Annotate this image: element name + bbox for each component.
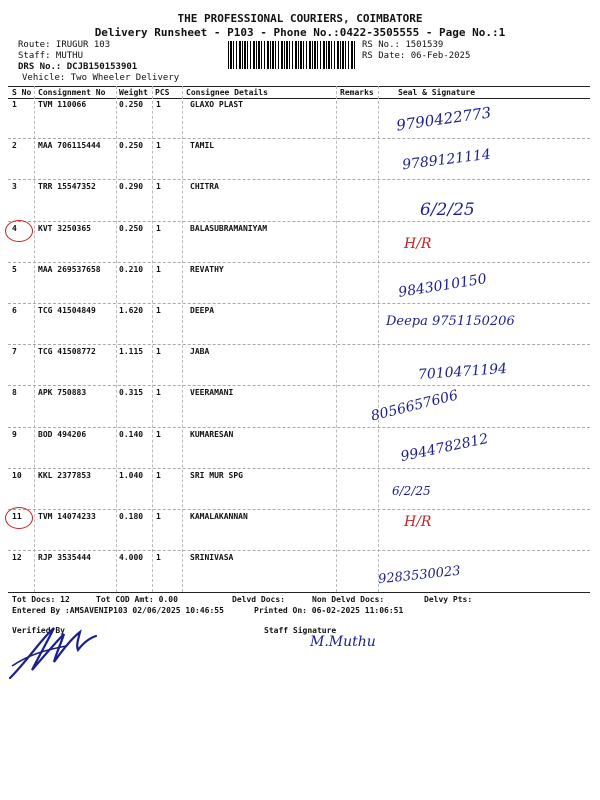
cell-sno: 7 bbox=[12, 347, 17, 357]
col-header-seal: Seal & Signature bbox=[398, 88, 476, 97]
signature-row-11: H/R bbox=[404, 514, 432, 530]
signature-row-9: 9944782812 bbox=[399, 430, 490, 466]
runsheet-subtitle: Delivery Runsheet - P103 - Phone No.:0422-3505555 - Page No.:1 bbox=[94, 26, 506, 39]
staff-signature: M.Muthu bbox=[310, 634, 376, 650]
cell-pcs: 1 bbox=[156, 223, 161, 233]
cell-consignee: SRI MUR SPG bbox=[190, 470, 243, 480]
cell-consignee: JABA bbox=[190, 347, 210, 357]
cell-weight: 0.250 bbox=[119, 100, 144, 109]
cell-sno: 2 bbox=[12, 141, 17, 151]
cell-sno: 1 bbox=[12, 100, 17, 109]
cell-weight: 1.040 bbox=[119, 470, 144, 480]
cell-pcs: 1 bbox=[156, 182, 161, 192]
rs-date-label: RS Date: 06-Feb-2025 bbox=[362, 51, 471, 61]
cell-weight: 0.250 bbox=[119, 223, 144, 233]
cell-sno: 10 bbox=[12, 470, 22, 480]
signature-row-5: 9843010150 bbox=[397, 271, 488, 301]
verifier-signature-scribble bbox=[6, 620, 106, 682]
cell-sno: 4 bbox=[12, 223, 17, 233]
row-divider bbox=[8, 138, 590, 139]
cell-consignee: VEERAMANI bbox=[190, 388, 234, 398]
cell-weight: 4.000 bbox=[119, 553, 144, 563]
cell-sno: 6 bbox=[12, 306, 17, 315]
cell-consignment-no: MAA 269537658 bbox=[38, 264, 101, 274]
cell-consignment-no: TRR 15547352 bbox=[38, 182, 96, 192]
row-divider bbox=[8, 550, 590, 551]
cell-weight: 0.290 bbox=[119, 182, 144, 192]
cell-consignee: DEEPA bbox=[190, 306, 215, 315]
cell-pcs: 1 bbox=[156, 512, 161, 521]
cell-weight: 0.140 bbox=[119, 429, 144, 439]
col-header-consignment: Consignment No bbox=[38, 88, 106, 97]
entered-by: Entered By :AMSAVENIP103 02/06/2025 10:46:55 bbox=[12, 606, 224, 615]
verified-by-label: Verified By bbox=[12, 626, 65, 635]
cell-consignee: BALASUBRAMANIYAM bbox=[190, 223, 268, 233]
signature-row-8: 8056657606 bbox=[369, 387, 460, 425]
signature-row-7: 7010471194 bbox=[417, 360, 508, 384]
tot-cod-amt: Tot COD Amt: 0.00 bbox=[96, 595, 178, 604]
cell-sno: 3 bbox=[12, 182, 17, 192]
red-circle-mark bbox=[5, 220, 33, 242]
cell-consignee: GLAXO PLAST bbox=[190, 100, 243, 109]
company-title: THE PROFESSIONAL COURIERS, COIMBATORE bbox=[177, 12, 423, 25]
cell-pcs: 1 bbox=[156, 388, 161, 398]
cell-weight: 1.115 bbox=[119, 347, 144, 357]
cell-consignment-no: KVT 3250365 bbox=[38, 223, 91, 233]
row-divider bbox=[8, 509, 590, 510]
delvy-pts: Delvy Pts: bbox=[424, 595, 473, 604]
cell-consignee: SRINIVASA bbox=[190, 553, 234, 563]
cell-consignment-no: BOD 494206 bbox=[38, 429, 87, 439]
cell-consignee: CHITRA bbox=[190, 182, 219, 192]
cell-weight: 0.210 bbox=[119, 264, 144, 274]
cell-consignee: REVATHY bbox=[190, 264, 224, 274]
row-divider bbox=[8, 262, 590, 263]
row-divider bbox=[8, 468, 590, 469]
cell-sno: 9 bbox=[12, 429, 17, 439]
cell-pcs: 1 bbox=[156, 100, 161, 109]
tot-docs: Tot Docs: 12 bbox=[12, 595, 70, 604]
cell-sno: 5 bbox=[12, 264, 17, 274]
col-header-pcs: PCS bbox=[155, 88, 170, 97]
cell-pcs: 1 bbox=[156, 470, 161, 480]
col-header-sno: S No bbox=[12, 88, 32, 97]
row-divider bbox=[8, 221, 590, 222]
delvd-docs: Delvd Docs: bbox=[232, 595, 285, 604]
cell-consignment-no: TVM 14074233 bbox=[38, 512, 96, 521]
cell-pcs: 1 bbox=[156, 553, 161, 563]
cell-sno: 8 bbox=[12, 388, 17, 398]
row-divider bbox=[8, 385, 590, 386]
signature-row-10: 6/2/25 bbox=[392, 484, 431, 498]
cell-weight: 0.250 bbox=[119, 141, 144, 151]
signature-row-1: 9790422773 bbox=[395, 103, 493, 135]
row-divider bbox=[8, 303, 590, 304]
col-header-weight: Weight bbox=[119, 88, 148, 97]
printed-on: Printed On: 06-02-2025 11:06:51 bbox=[254, 606, 404, 615]
drs-label: DRS No.: DCJB150153901 bbox=[18, 62, 138, 72]
col-header-consignee: Consignee Details bbox=[186, 88, 268, 97]
signature-row-2: 9789121114 bbox=[401, 146, 492, 174]
signature-row-12: 9283530023 bbox=[377, 563, 462, 588]
cell-pcs: 1 bbox=[156, 429, 161, 439]
cell-consignment-no: TCG 41508772 bbox=[38, 347, 96, 357]
route-label: Route: IRUGUR 103 bbox=[18, 40, 111, 50]
cell-consignment-no: KKL 2377853 bbox=[38, 470, 91, 480]
cell-consignee: TAMIL bbox=[190, 141, 215, 151]
cell-consignment-no: RJP 3535444 bbox=[38, 553, 91, 563]
cell-pcs: 1 bbox=[156, 141, 161, 151]
non-delvd-docs: Non Delvd Docs: bbox=[312, 595, 385, 604]
staff-signature-label: Staff Signature bbox=[264, 626, 337, 635]
signature-row-4: H/R bbox=[404, 236, 432, 252]
staff-label: Staff: MUTHU bbox=[18, 51, 84, 61]
row-divider bbox=[8, 179, 590, 180]
col-header-remarks: Remarks bbox=[340, 88, 374, 97]
cell-consignee: KUMARESAN bbox=[190, 429, 234, 439]
cell-pcs: 1 bbox=[156, 306, 161, 315]
red-circle-mark bbox=[5, 507, 33, 529]
cell-consignee: KAMALAKANNAN bbox=[190, 512, 248, 521]
vehicle-label: Vehicle: Two Wheeler Delivery bbox=[22, 73, 180, 83]
barcode-image bbox=[228, 41, 356, 69]
cell-consignment-no: TVM 110066 bbox=[38, 100, 87, 109]
cell-pcs: 1 bbox=[156, 264, 161, 274]
signature-row-6: Deepa 9751150206 bbox=[386, 314, 515, 329]
cell-sno: 11 bbox=[12, 512, 22, 521]
rs-no-label: RS No.: 1501539 bbox=[362, 40, 444, 50]
cell-pcs: 1 bbox=[156, 347, 161, 357]
cell-consignment-no: TCG 41504849 bbox=[38, 306, 96, 315]
cell-weight: 1.620 bbox=[119, 306, 144, 315]
row-divider bbox=[8, 344, 590, 345]
row-divider bbox=[8, 427, 590, 428]
cell-consignment-no: MAA 706115444 bbox=[38, 141, 101, 151]
cell-weight: 0.180 bbox=[119, 512, 144, 521]
cell-weight: 0.315 bbox=[119, 388, 144, 398]
cell-sno: 12 bbox=[12, 553, 22, 563]
cell-consignment-no: APK 750883 bbox=[38, 388, 87, 398]
signature-row-3: 6/2/25 bbox=[420, 200, 475, 220]
